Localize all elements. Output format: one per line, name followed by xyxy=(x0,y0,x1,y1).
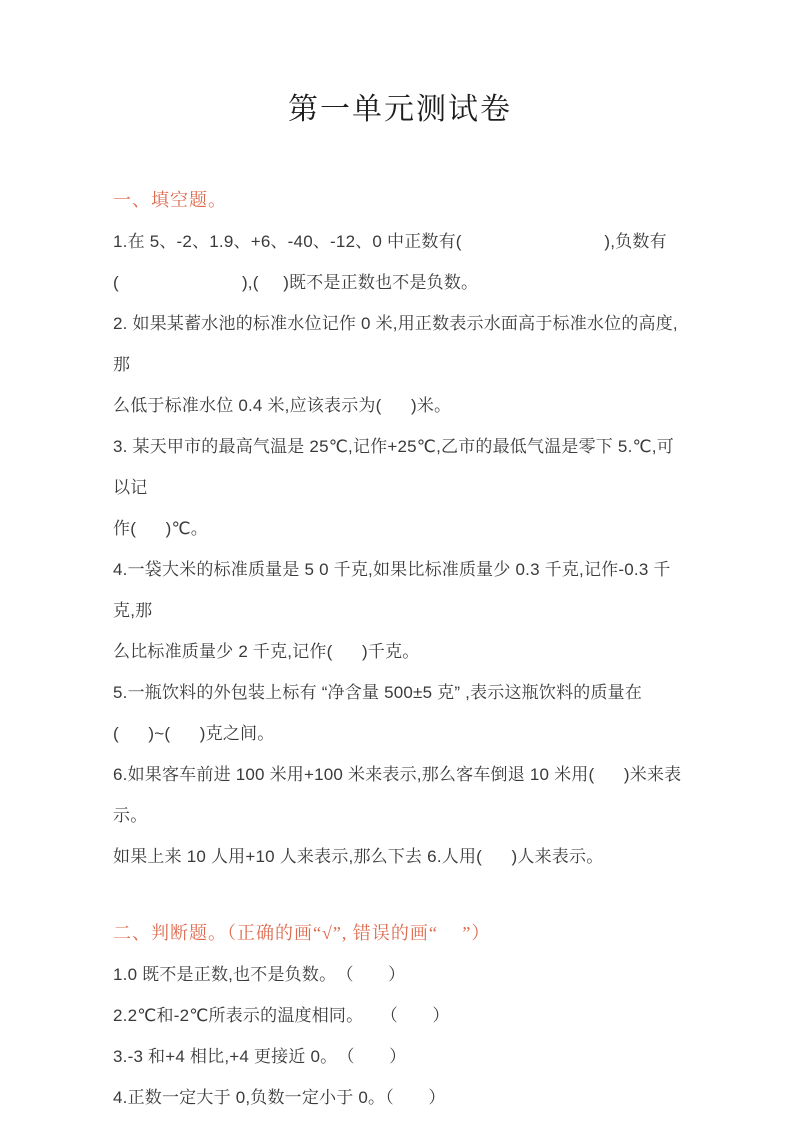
fill-blank-q2-line1: 2. 如果某蓄水池的标准水位记作 0 米,用正数表示水面高于标准水位的高度,那 xyxy=(113,314,678,374)
judge-q3: 3.-3 和+4 相比,+4 更接近 0。 （ ） xyxy=(113,1047,407,1066)
section-1-heading: 一、填空题。 xyxy=(113,190,227,210)
section-divider-space xyxy=(113,877,687,913)
fill-blank-q1-line2: ( ),( )既不是正数也不是负数。 xyxy=(113,273,479,292)
section-2-heading: 二、判断题。（正确的画“√”, 错误的画“ ”） xyxy=(113,923,491,943)
fill-blank-q4-line2: 么比标准质量少 2 千克,记作( )千克。 xyxy=(113,642,420,661)
fill-blank-q2-line2: 么低于标准水位 0.4 米,应该表示为( )米。 xyxy=(113,396,452,415)
fill-blank-q3-line1: 3. 某天甲市的最高气温是 25℃,记作+25℃,乙市的最低气温是零下 5.℃,可以记 xyxy=(113,437,674,497)
section-fill-in-blanks xyxy=(113,180,687,877)
section-true-false xyxy=(113,913,687,1118)
fill-blank-q1-line1: 1.在 5、-2、1.9、+6、-40、-12、0 中正数有( ),负数有 xyxy=(113,232,667,251)
judge-q2: 2.2℃和-2℃所表示的温度相同。 （ ） xyxy=(113,1006,450,1025)
fill-blank-q4-line1: 4.一袋大米的标准质量是 5 0 千克,如果比标准质量少 0.3 千克,记作-0.3 千克,那 xyxy=(113,560,671,620)
fill-blank-q6-line2: 如果上来 10 人用+10 人来表示,那么下去 6.人用( )人来表示。 xyxy=(113,847,604,866)
page-title: 第一单元测试卷 xyxy=(288,93,512,126)
fill-blank-q5-line1: 5.一瓶饮料的外包装上标有 “净含量 500±5 克” ,表示这瓶饮料的质量在 xyxy=(113,683,643,702)
fill-blank-q6-line1: 6.如果客车前进 100 米用+100 米来表示,那么客车倒退 10 米用( )米来表示。 xyxy=(113,765,682,825)
fill-blank-q3-line2: 作( )℃。 xyxy=(113,519,208,538)
judge-q4: 4.正数一定大于 0,负数一定小于 0。（ ） xyxy=(113,1088,446,1107)
fill-blank-q5-line2: ( )~( )克之间。 xyxy=(113,724,275,743)
judge-q1: 1.0 既不是正数,也不是负数。 （ ） xyxy=(113,965,406,984)
